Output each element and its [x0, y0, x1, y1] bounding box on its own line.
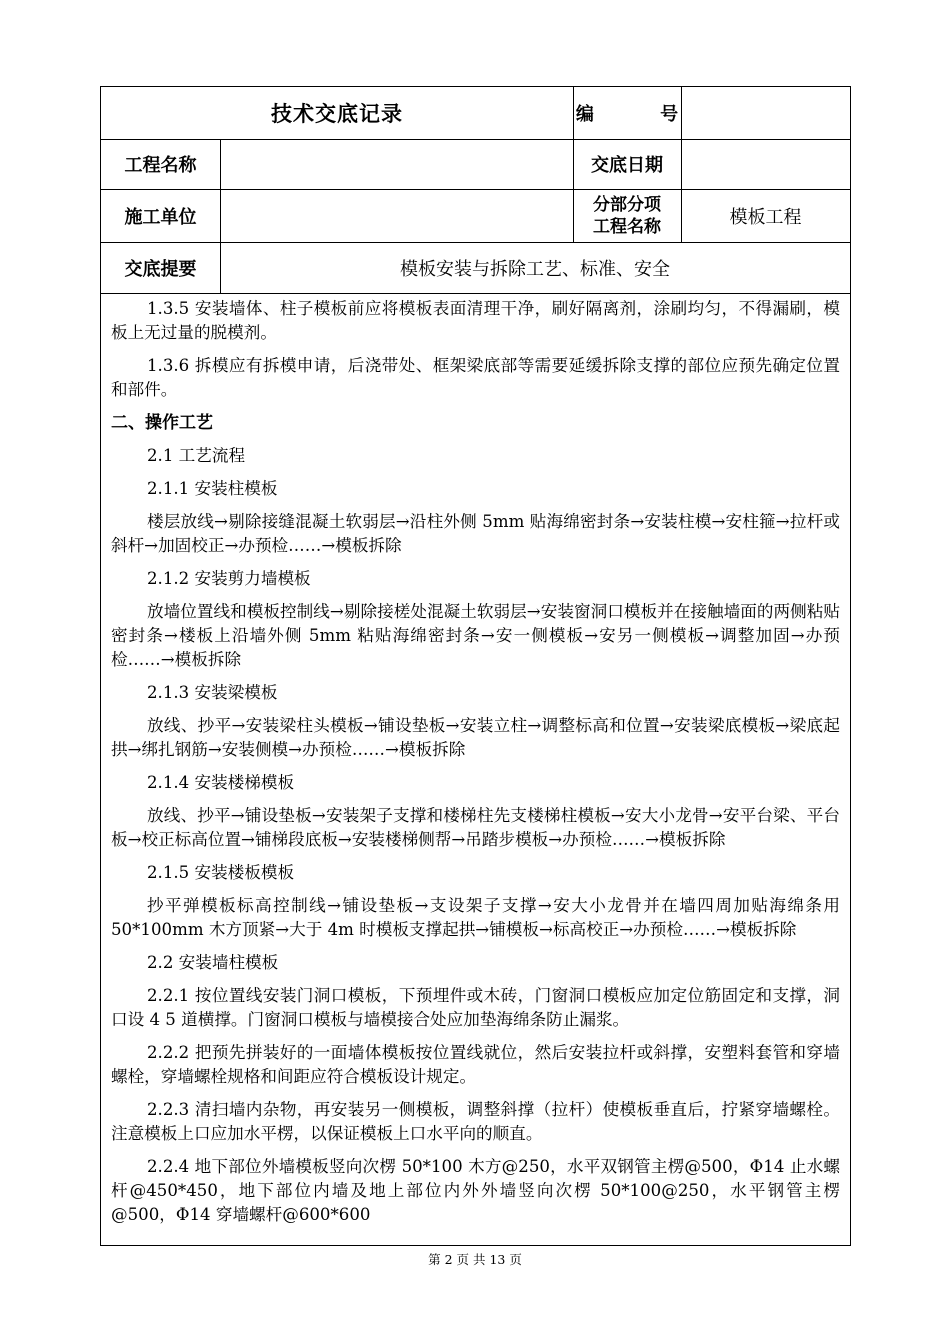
- unit-value: [220, 189, 573, 242]
- paragraph-2-2-1: 2.2.1 按位置线安装门洞口模板，下预埋件或木砖，门窗洞口模板应加定位筋固定和支撑，洞口设 4 5 道横撑。门窗洞口模板与墙模接合处应加垫海绵条防止漏浆。: [111, 986, 840, 1029]
- subheading-2-1-5: 2.1.5 安装楼板模板: [147, 863, 295, 882]
- number-label-text: 编 号: [575, 104, 709, 125]
- subheading-2-1-4: 2.1.4 安装楼梯模板: [147, 773, 295, 792]
- summary-value: 模板安装与拆除工艺、标准、安全: [400, 258, 670, 280]
- flow-2-1-1: 楼层放线→剔除接缝混凝土软弱层→沿柱外侧 5mm 贴海绵密封条→安装柱模→安柱箍→拉杆或斜杆→加固校正→办预检……→模板拆除: [111, 512, 840, 555]
- subheading-2-1-2: 2.1.2 安装剪力墙模板: [147, 569, 311, 588]
- form-title: 技术交底记录: [271, 102, 403, 126]
- flow-2-1-2: 放墙位置线和模板控制线→剔除接槎处混凝土软弱层→安装窗洞口模板并在接触墙面的两侧粘贴密封条→楼板上沿墙外侧 5mm 粘贴海绵密封条→安一侧模板→安另一侧模板→调整加固→办预检……→模板拆除: [111, 602, 840, 669]
- summary-label: 交底提要: [124, 258, 197, 280]
- unit-label: 施工单位: [124, 206, 197, 228]
- project-name-label: 工程名称: [124, 155, 197, 176]
- section-heading-operation: 二、操作工艺: [111, 413, 213, 433]
- subproject-label: [573, 189, 681, 242]
- content-body: [111, 297, 840, 1236]
- disclosure-form: [100, 86, 851, 1246]
- flow-2-1-5: 抄平弹模板标高控制线→铺设垫板→支设架子支撑→安大小龙骨并在墙四周加贴海绵条用 50*100mm 木方顶紧→大于 4m 时模板支撑起拱→铺模板→标高校正→办预检……→模板拆除: [111, 896, 840, 939]
- subproject-label-line1: 分部分项: [593, 194, 661, 215]
- flow-2-1-3: 放线、抄平→安装梁柱头模板→铺设垫板→安装立柱→调整标高和位置→安装梁底模板→梁底起拱→绑扎钢筋→安装侧模→办预检……→模板拆除: [111, 716, 840, 759]
- paragraph-2-2-4: 2.2.4 地下部位外墙模板竖向次楞 50*100 木方@250，水平双钢管主楞@500，Φ14 止水螺杆@450*450，地下部位内墙及地上部位内外外墙竖向次楞 50*100@250，水平钢管主楞@500，Φ14 穿墙螺杆@600*600: [111, 1157, 840, 1224]
- number-label: [573, 87, 709, 139]
- date-value: [681, 139, 850, 189]
- date-label: 交底日期: [591, 155, 663, 176]
- subheading-2-1: 2.1 工艺流程: [147, 446, 246, 465]
- subproject-label-line2: 工程名称: [593, 216, 661, 237]
- paragraph-1-3-5: 1.3.5 安装墙体、柱子模板前应将模板表面清理干净，刷好隔离剂，涂刷均匀，不得漏刷，模板上无过量的脱模剂。: [111, 299, 840, 342]
- paragraph-2-2-3: 2.2.3 清扫墙内杂物，再安装另一侧模板，调整斜撑（拉杆）使模板垂直后，拧紧穿墙螺栓。注意模板上口应加水平楞，以保证模板上口水平向的顺直。: [111, 1100, 840, 1143]
- subheading-2-1-1: 2.1.1 安装柱模板: [147, 479, 278, 498]
- page-footer: 第 2 页 共 13 页: [428, 1252, 522, 1267]
- subheading-2-2: 2.2 安装墙柱模板: [147, 953, 279, 972]
- row-divider: [101, 293, 850, 294]
- paragraph-2-2-2: 2.2.2 把预先拼装好的一面墙体模板按位置线就位，然后安装拉杆或斜撑，安塑料套管和穿墙螺栓，穿墙螺栓规格和间距应符合模板设计规定。: [111, 1043, 840, 1086]
- flow-2-1-4: 放线、抄平→铺设垫板→安装架子支撑和楼梯柱先支楼梯柱模板→安大小龙骨→安平台梁、平台板→校正标高位置→铺梯段底板→安装楼梯侧帮→吊踏步模板→办预检……→模板拆除: [111, 806, 840, 849]
- number-value: [681, 87, 850, 139]
- subproject-value: 模板工程: [729, 206, 802, 228]
- paragraph-1-3-6: 1.3.6 拆模应有拆模申请，后浇带处、框架梁底部等需要延缓拆除支撑的部位应预先确定位置和部件。: [111, 356, 840, 399]
- subheading-2-1-3: 2.1.3 安装梁模板: [147, 683, 278, 702]
- project-name-value: [220, 139, 573, 189]
